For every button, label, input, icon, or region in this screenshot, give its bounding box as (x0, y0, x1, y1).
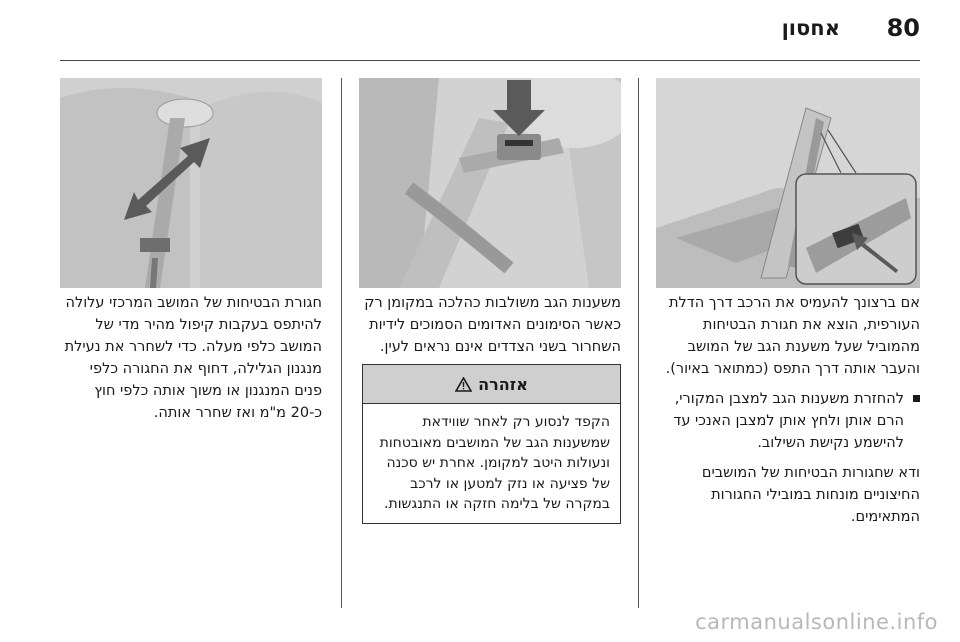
column-divider-left (341, 78, 342, 608)
warning-text: הקפד לנסוע רק לאחר שווידאת שמשענות הגב של המושבים מאובטחות ונעולות היטב למקומן. אחרת יש סכנה של פציעה או נזק למטען או לרכב במקרה של בלימה חזקה או התנגשות. (379, 414, 610, 512)
middle-column-text (359, 292, 621, 366)
section-title: אחסון (781, 16, 840, 40)
warning-triangle-icon (455, 377, 472, 392)
page-header (0, 0, 960, 60)
page-number: 80 (886, 14, 920, 42)
watermark: carmanualsonline.info (695, 610, 938, 634)
warning-header (363, 365, 620, 404)
right-bullet-1-text: להחזרת משענות הגב למצבן המקורי, הרם אותן ולחץ אותן למצבן האנכי עד להישמע נקישת השילוב. (673, 391, 904, 451)
right-paragraph-2: ודא שחגורות הבטיחות של המושבים החיצוניים מונחות במובילי החגורות המתאימים. (701, 465, 920, 525)
illustration-center-belt-drawing (60, 78, 322, 288)
right-column-text (656, 292, 920, 536)
left-paragraph-1: חגורת הבטיחות של המושב המרכזי עלולה להיתפס בעקבות קיפול מהיר מדי של המושב כלפי מעלה. כדי לשחרר את נעילת מנגנון הגלילה, דחוף את החגורה כלפי פנים המנגנון או משוך אותה כלפי חוץ כ-20 מ"מ ואז שחרר אותה. (64, 295, 322, 421)
right-bullet-1 (656, 388, 920, 454)
bullet-square-icon (913, 395, 920, 402)
column-divider-right (638, 78, 639, 608)
header-divider (60, 60, 920, 61)
warning-title: אזהרה (478, 374, 528, 394)
warning-box (362, 364, 621, 524)
illustration-center-belt (60, 78, 322, 288)
illustration-release-marker-drawing (359, 78, 621, 288)
illustration-seatbelt-guide-drawing (656, 78, 920, 288)
left-column-text (60, 292, 322, 432)
middle-paragraph-1: משענות הגב משולבות כהלכה במקומן רק כאשר הסימונים האדומים הסמוכים לידיות השחרור בשני הצדדים אינם נראים לעין. (364, 295, 621, 355)
right-paragraph-1: אם ברצונך להעמיס את הרכב דרך הדלת העורפית, הוצא את חגורת הבטיחות מהמוביל שעל משענת הגב של המושב והעבר אותה דרך התפס (כמתואר באיור). (665, 295, 920, 377)
illustration-release-marker (359, 78, 621, 288)
illustration-seatbelt-guide (656, 78, 920, 288)
